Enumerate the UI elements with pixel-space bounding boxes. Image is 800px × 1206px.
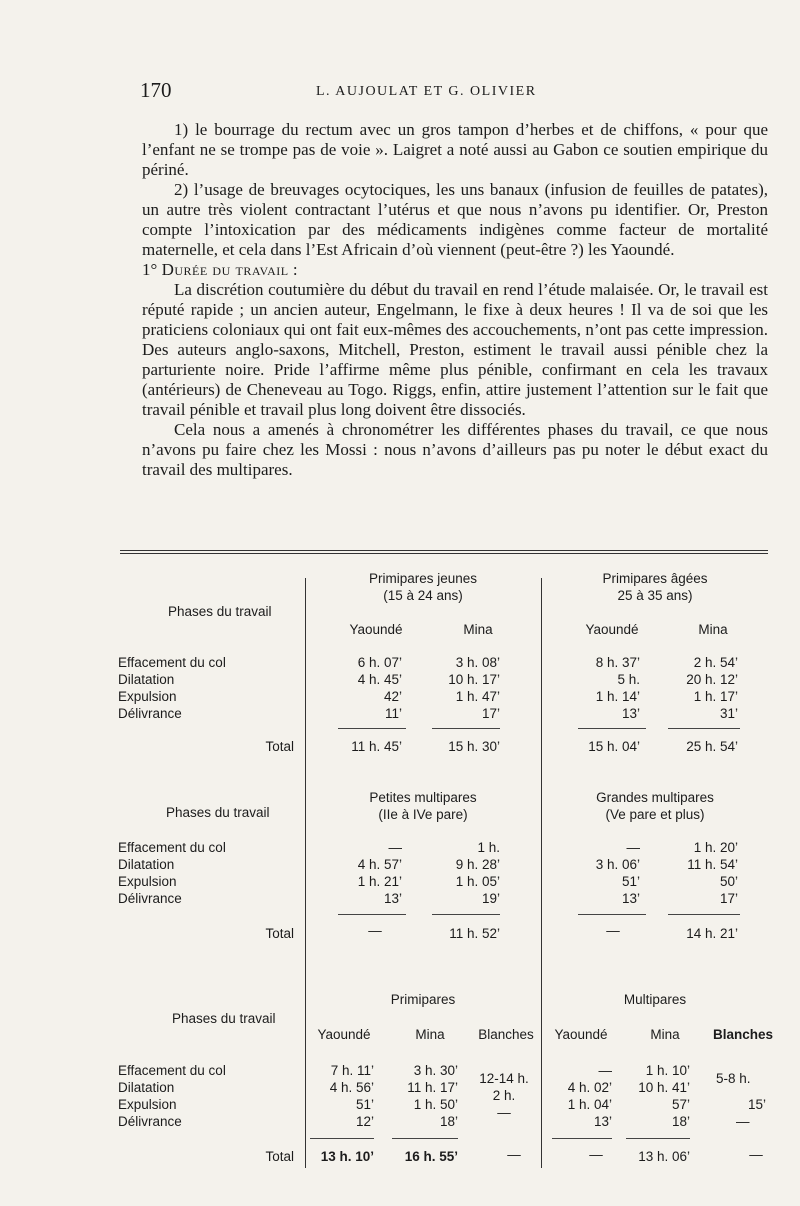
total-cell: 11 h. 52’ bbox=[449, 926, 500, 941]
cell: — bbox=[598, 1063, 612, 1078]
row-label: Expulsion bbox=[118, 874, 177, 889]
body-text bbox=[142, 120, 768, 480]
group-subtitle: (Ve pare et plus) bbox=[605, 807, 705, 822]
col-header: Yaoundé bbox=[349, 622, 403, 637]
total-cell: 13 h. 06’ bbox=[638, 1149, 690, 1164]
cell: 7 h. 11’ bbox=[330, 1063, 374, 1078]
cell: 19’ bbox=[481, 891, 500, 906]
phases-label: Phases du travail bbox=[166, 805, 270, 820]
col-header: Mina bbox=[415, 1027, 445, 1042]
section-heading bbox=[142, 260, 768, 280]
sum-line bbox=[310, 1138, 374, 1139]
sum-line bbox=[578, 728, 646, 729]
total-cell: 15 h. 04’ bbox=[588, 739, 640, 754]
row-label: Délivrance bbox=[118, 706, 182, 721]
cell: 11’ bbox=[384, 706, 402, 721]
data-column bbox=[538, 1062, 612, 1130]
cell: 3 h. 08’ bbox=[455, 655, 500, 670]
cell: 1 h. bbox=[477, 840, 500, 855]
cell: 20 h. 12’ bbox=[686, 672, 738, 687]
row-label: Expulsion bbox=[118, 689, 177, 704]
total-cell: 14 h. 21’ bbox=[686, 926, 738, 941]
section-number: 1° bbox=[142, 260, 158, 279]
cell: 42’ bbox=[383, 689, 402, 704]
cell: 50’ bbox=[719, 874, 738, 889]
group-title: Multipares bbox=[623, 992, 687, 1007]
sum-line bbox=[338, 914, 406, 915]
cell: 4 h. 02’ bbox=[567, 1080, 612, 1095]
cell: 1 h. 20’ bbox=[693, 840, 738, 855]
cell: 6 h. 07’ bbox=[357, 655, 402, 670]
row-label: Expulsion bbox=[118, 1097, 177, 1112]
col-header: Blanches bbox=[712, 1027, 774, 1042]
group-title: Petites multipares bbox=[369, 790, 477, 805]
cell: 12-14 h. bbox=[479, 1071, 529, 1086]
col-header: Yaoundé bbox=[554, 1027, 608, 1042]
cell: 9 h. 28’ bbox=[455, 857, 500, 872]
cell: 31’ bbox=[719, 706, 738, 721]
sum-line bbox=[668, 914, 740, 915]
table-top-rule bbox=[120, 550, 768, 551]
cell: 1 h. 47’ bbox=[455, 689, 500, 704]
cell: 11 h. 54’ bbox=[687, 857, 738, 872]
cell: 1 h. 05’ bbox=[455, 874, 500, 889]
page-number: 170 bbox=[140, 78, 172, 102]
sum-line bbox=[668, 728, 740, 729]
row-label: Dilatation bbox=[118, 1080, 175, 1095]
row-label: Délivrance bbox=[118, 891, 182, 906]
cell: 17’ bbox=[719, 891, 738, 906]
cell: 8 h. 37’ bbox=[595, 655, 640, 670]
cell: 18’ bbox=[439, 1114, 458, 1129]
phases-label: Phases du travail bbox=[168, 604, 272, 619]
section-colon: : bbox=[292, 260, 298, 279]
running-head: L. AUJOULAT ET G. OLIVIER bbox=[316, 84, 537, 99]
cell: 5-8 h. bbox=[716, 1071, 751, 1086]
paragraph: 2) l’usage de breuvages ocytociques, les uns banaux (infusion de feuilles de patates), un autre très violent contractant l’utérus et que nous n’avons pu identifier. Or, Preston compte l’intoxication par des médicaments indigènes comme facteur de mortalité maternelle, et cela dans l’Est Africain d’où viennent (peut-être ?) les Yaoundé. bbox=[142, 180, 768, 259]
total-cell: — bbox=[589, 1147, 603, 1162]
total-cell: 11 h. 45’ bbox=[351, 739, 402, 754]
row-label: Délivrance bbox=[118, 1114, 182, 1129]
cell: 13’ bbox=[621, 891, 640, 906]
sum-line bbox=[392, 1138, 458, 1139]
sum-line bbox=[578, 914, 646, 915]
cell: 4 h. 45’ bbox=[357, 672, 402, 687]
cell: 13’ bbox=[621, 706, 640, 721]
sum-line bbox=[338, 728, 406, 729]
cell: 1 h. 04’ bbox=[567, 1097, 612, 1112]
cell: 3 h. 30’ bbox=[413, 1063, 458, 1078]
group-title: Primipares âgées bbox=[602, 571, 708, 586]
data-column bbox=[320, 839, 402, 907]
cell: — bbox=[736, 1114, 750, 1129]
cell: 57’ bbox=[671, 1097, 690, 1112]
data-column bbox=[614, 1062, 690, 1130]
data-column bbox=[418, 654, 500, 722]
total-cell: — bbox=[606, 923, 620, 938]
cell: 2 h. bbox=[492, 1088, 516, 1103]
cell: 11 h. 17’ bbox=[407, 1080, 458, 1095]
total-cell: 16 h. 55’ bbox=[404, 1149, 458, 1164]
cell: — bbox=[497, 1105, 511, 1120]
cell: 51’ bbox=[355, 1097, 374, 1112]
sum-line bbox=[626, 1138, 690, 1139]
sum-line bbox=[432, 914, 500, 915]
data-column bbox=[558, 654, 640, 722]
row-label: Effacement du col bbox=[118, 1063, 226, 1078]
col-header: Mina bbox=[698, 622, 728, 637]
paragraph: 1) le bourrage du rectum avec un gros tampon d’herbes et de chiffons, « pour que l’enfant ne se trompe pas de voie ». Laigret a noté aussi au Gabon ce soutien empirique du périné. bbox=[142, 120, 768, 179]
table-top-rule-2 bbox=[120, 553, 768, 554]
data-column bbox=[418, 839, 500, 907]
cell: 15’ bbox=[748, 1097, 767, 1112]
row-labels bbox=[118, 654, 226, 722]
cell: 2 h. 54’ bbox=[693, 655, 738, 670]
cell: 17’ bbox=[481, 706, 500, 721]
cell: 3 h. 06’ bbox=[595, 857, 640, 872]
cell: 5 h. bbox=[617, 672, 640, 687]
data-column bbox=[558, 839, 640, 907]
data-column bbox=[656, 839, 738, 907]
cell: 4 h. 56’ bbox=[329, 1080, 374, 1095]
cell: 4 h. 57’ bbox=[357, 857, 402, 872]
data-column bbox=[656, 654, 738, 722]
col-header: Yaoundé bbox=[317, 1027, 371, 1042]
cell: 51’ bbox=[621, 874, 640, 889]
total-cell: — bbox=[507, 1147, 521, 1162]
row-label: Effacement du col bbox=[118, 840, 226, 855]
cell: 1 h. 50’ bbox=[413, 1097, 458, 1112]
group-title: Primipares jeunes bbox=[368, 571, 478, 586]
section-title: Durée du travail bbox=[161, 260, 289, 279]
total-label: Total bbox=[265, 926, 294, 941]
cell: 1 h. 10’ bbox=[645, 1063, 690, 1078]
row-label: Dilatation bbox=[118, 672, 175, 687]
group-title: Grandes multipares bbox=[596, 790, 714, 805]
total-cell: — bbox=[749, 1147, 763, 1162]
cell: 13’ bbox=[383, 891, 402, 906]
total-cell: 13 h. 10’ bbox=[320, 1149, 374, 1164]
col-header: Blanches bbox=[478, 1027, 534, 1042]
phases-label: Phases du travail bbox=[172, 1011, 276, 1026]
group-subtitle: (IIe à IVe pare) bbox=[378, 807, 468, 822]
sum-line bbox=[552, 1138, 612, 1139]
group-subtitle: (15 à 24 ans) bbox=[383, 588, 463, 603]
total-cell: 25 h. 54’ bbox=[686, 739, 738, 754]
paragraph: La discrétion coutumière du début du travail en rend l’étude malaisée. Or, le travail est réputé rapide ; un ancien auteur, Engelmann, le fixe à deux heures ! Il va de soi que les praticiens coloniaux qui ont fait eux-mêmes des accouchements, n’ont pas cette impression. Des auteurs anglo-saxons, Mitchell, Preston, estiment le travail aussi pénible chez la parturiente noire. Pride l’affirme même plus pénible, confirmant en cela les travaux (antérieurs) de Cheneveau au Togo. Riggs, enfin, attire justement l’attention sur le fait que travail pénible et travail plus long doivent être dissociés. bbox=[142, 280, 768, 419]
total-cell: — bbox=[368, 923, 382, 938]
data-column bbox=[300, 1062, 374, 1130]
blanches-primipares bbox=[468, 1070, 540, 1121]
total-label: Total bbox=[265, 739, 294, 754]
cell: 10 h. 41’ bbox=[638, 1080, 690, 1095]
cell: — bbox=[388, 840, 402, 855]
cell: 12’ bbox=[355, 1114, 374, 1129]
col-header: Yaoundé bbox=[585, 622, 639, 637]
cell: 1 h. 21’ bbox=[357, 874, 402, 889]
cell: — bbox=[626, 840, 640, 855]
col-header: Mina bbox=[650, 1027, 680, 1042]
row-labels bbox=[118, 1062, 226, 1130]
total-cell: 15 h. 30’ bbox=[448, 739, 500, 754]
cell: 13’ bbox=[593, 1114, 612, 1129]
group-subtitle: 25 à 35 ans) bbox=[617, 588, 693, 603]
cell: 10 h. 17’ bbox=[448, 672, 500, 687]
cell: 1 h. 17’ bbox=[693, 689, 738, 704]
total-label: Total bbox=[265, 1149, 294, 1164]
col-header: Mina bbox=[463, 622, 493, 637]
cell: 1 h. 14’ bbox=[595, 689, 640, 704]
group-title: Primipares bbox=[390, 992, 456, 1007]
data-column bbox=[320, 654, 402, 722]
paragraph: Cela nous a amenés à chronométrer les différentes phases du travail, ce que nous n’avons pu faire chez les Mossi : nous n’avons d’ailleurs pas pu noter le début exact du travail des multipares. bbox=[142, 420, 768, 479]
row-label: Effacement du col bbox=[118, 655, 226, 670]
cell: 18’ bbox=[671, 1114, 690, 1129]
row-labels bbox=[118, 839, 226, 907]
data-column bbox=[382, 1062, 458, 1130]
row-label: Dilatation bbox=[118, 857, 175, 872]
sum-line bbox=[432, 728, 500, 729]
